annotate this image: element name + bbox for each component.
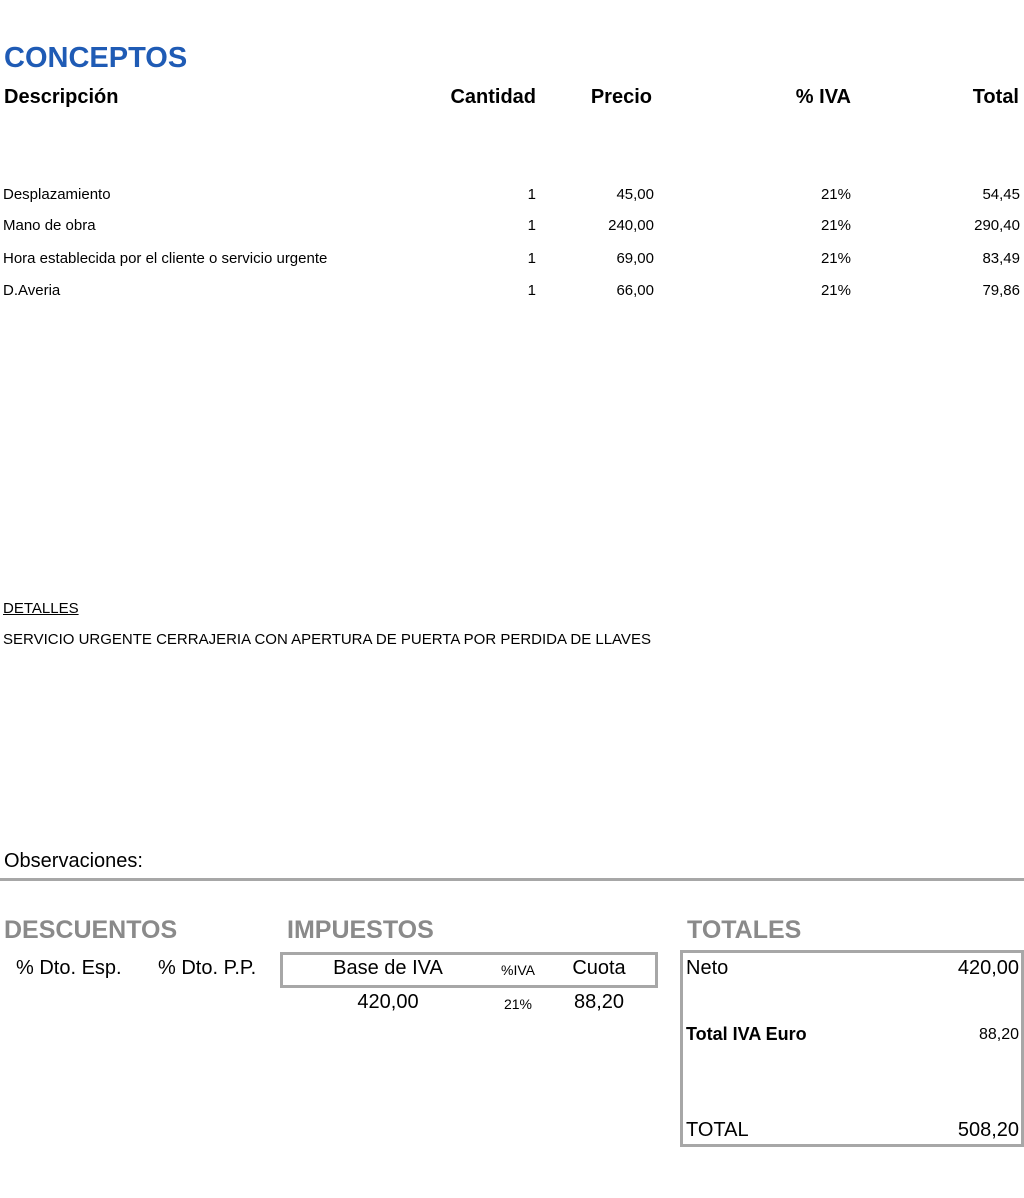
row-cantidad: 1 xyxy=(527,250,536,267)
detalles-label: DETALLES xyxy=(3,600,79,617)
row-iva: 21% xyxy=(820,282,851,299)
row-iva: 21% xyxy=(820,250,851,267)
row-cantidad: 1 xyxy=(527,217,536,234)
divider xyxy=(0,878,1024,881)
total-iva-value: 88,20 xyxy=(978,1026,1019,1043)
row-total: 290,40 xyxy=(974,217,1020,234)
row-total: 83,49 xyxy=(982,250,1020,267)
observaciones-label: Observaciones: xyxy=(4,850,143,872)
row-total: 79,86 xyxy=(982,282,1020,299)
neto-label: Neto xyxy=(686,957,729,979)
detalles-text: SERVICIO URGENTE CERRAJERIA CON APERTURA DE PUERTA POR PERDIDA DE LLAVES xyxy=(3,631,651,648)
base-iva-label: Base de IVA xyxy=(333,957,443,979)
iva-pct-value: 21% xyxy=(503,996,533,1012)
row-precio: 69,00 xyxy=(616,250,654,267)
row-descripcion: Desplazamiento xyxy=(3,186,111,203)
total-value: 508,20 xyxy=(957,1119,1019,1141)
iva-pct-label: %IVA xyxy=(501,962,535,978)
descuentos-title: DESCUENTOS xyxy=(4,916,178,944)
totales-title: TOTALES xyxy=(687,916,802,944)
total-label: TOTAL xyxy=(686,1119,749,1141)
row-cantidad: 1 xyxy=(527,186,536,203)
total-iva-label: Total IVA Euro xyxy=(686,1024,807,1044)
dto-esp-label: % Dto. Esp. xyxy=(16,957,122,979)
conceptos-title: CONCEPTOS xyxy=(4,42,188,74)
row-descripcion: D.Averia xyxy=(3,282,61,299)
row-iva: 21% xyxy=(820,217,851,234)
header-precio: Precio xyxy=(590,86,652,108)
neto-value: 420,00 xyxy=(957,957,1019,979)
row-cantidad: 1 xyxy=(527,282,536,299)
base-iva-value: 420,00 xyxy=(357,991,419,1013)
cuota-label: Cuota xyxy=(572,957,626,979)
impuestos-title: IMPUESTOS xyxy=(287,916,434,944)
header-descripcion: Descripción xyxy=(4,86,119,108)
dto-pp-label: % Dto. P.P. xyxy=(158,957,257,979)
row-precio: 45,00 xyxy=(616,186,654,203)
row-descripcion: Hora establecida por el cliente o servicio urgente xyxy=(3,250,328,267)
row-precio: 66,00 xyxy=(616,282,654,299)
header-total: Total xyxy=(972,86,1019,108)
header-iva: % IVA xyxy=(795,86,851,108)
row-iva: 21% xyxy=(820,186,851,203)
header-cantidad: Cantidad xyxy=(450,86,536,108)
cuota-value: 88,20 xyxy=(573,991,625,1013)
row-descripcion: Mano de obra xyxy=(3,217,96,234)
row-total: 54,45 xyxy=(982,186,1020,203)
row-precio: 240,00 xyxy=(608,217,654,234)
